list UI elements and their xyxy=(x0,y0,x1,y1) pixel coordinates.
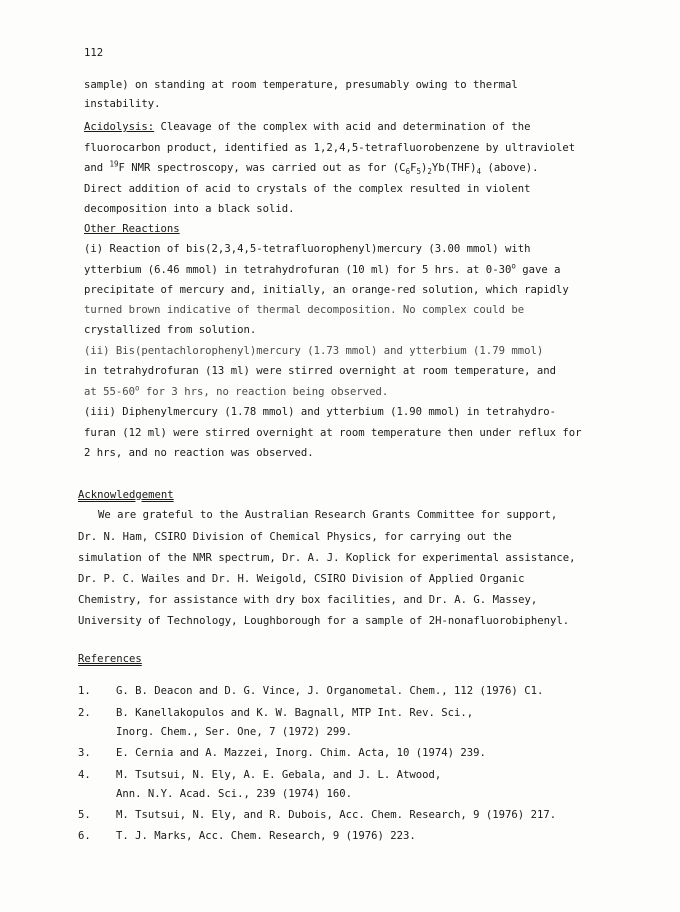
reference-text: B. Kanellakopulos and K. W. Bagnall, MTP Int. Rev. Sci., xyxy=(116,707,474,719)
superscript: o xyxy=(135,383,140,393)
text-span: at 55-60 xyxy=(84,386,136,398)
reference-text: Ann. N.Y. Acad. Sci., 239 (1974) 160. xyxy=(116,788,352,800)
reference-text: G. B. Deacon and D. G. Vince, J. Organometal. Chem., 112 (1976) C1. xyxy=(116,685,544,697)
text-line: furan (12 ml) were stirred overnight at room temperature then under reflux for xyxy=(84,427,582,439)
reference-text: M. Tsutsui, N. Ely, and R. Dubois, Acc. Chem. Research, 9 (1976) 217. xyxy=(116,809,557,821)
ack-line: Dr. P. C. Wailes and Dr. H. Weigold, CSIRO Division of Applied Organic xyxy=(78,573,525,585)
reference-number: 6. xyxy=(78,830,91,842)
text-span: Yb(THF) xyxy=(431,162,477,174)
acidolysis-heading: Acidolysis: xyxy=(84,121,155,133)
text-line xyxy=(84,120,530,134)
text-span: (above). xyxy=(481,162,539,174)
text-line: 2 hrs, and no reaction was observed. xyxy=(84,447,314,459)
text-span: ) xyxy=(420,162,428,174)
reference-number: 2. xyxy=(78,707,91,719)
subscript: 5 xyxy=(416,167,421,177)
text-line: (iii) Diphenylmercury (1.78 mmol) and ytterbium (1.90 mmol) in tetrahydro- xyxy=(84,406,556,418)
page-number: 112 xyxy=(84,47,104,59)
reference-number: 3. xyxy=(78,747,91,759)
subscript: 4 xyxy=(476,167,482,177)
text-span: and xyxy=(84,162,110,174)
text-line xyxy=(84,385,388,399)
text-line xyxy=(84,161,538,175)
reference-text: T. J. Marks, Acc. Chem. Research, 9 (1976) 223. xyxy=(116,830,416,842)
acknowledgement-heading: Acknowledgement xyxy=(78,489,174,501)
reference-text: Inorg. Chem., Ser. One, 7 (1972) 299. xyxy=(116,726,352,738)
reference-number: 1. xyxy=(78,685,91,697)
text-span: Cleavage of the complex with acid and determination of the xyxy=(154,121,531,133)
text-line: in tetrahydrofuran (13 ml) were stirred overnight at room temperature, and xyxy=(84,365,556,377)
text-line xyxy=(84,263,561,277)
text-span: gave a xyxy=(515,264,561,276)
ack-line: We are grateful to the Australian Research Grants Committee for support, xyxy=(98,509,558,521)
other-reactions-heading: Other Reactions xyxy=(84,223,180,235)
references-heading: References xyxy=(78,653,142,665)
text-line: crystallized from solution. xyxy=(84,324,257,336)
reference-number: 5. xyxy=(78,809,91,821)
text-line: precipitate of mercury and, initially, an orange-red solution, which rapidly xyxy=(84,284,569,296)
superscript: o xyxy=(511,261,516,271)
text-line: fluorocarbon product, identified as 1,2,4,5-tetrafluorobenzene by ultraviolet xyxy=(84,142,576,154)
ack-line: University of Technology, Loughborough for a sample of 2H-nonafluorobiphenyl. xyxy=(78,615,570,627)
text-span: F xyxy=(410,162,417,174)
ack-line: simulation of the NMR spectrum, Dr. A. J. Koplick for experimental assistance, xyxy=(78,552,576,564)
superscript: 19 xyxy=(109,159,119,169)
text-line: (i) Reaction of bis(2,3,4,5-tetrafluorophenyl)mercury (3.00 mmol) with xyxy=(84,243,531,255)
text-span: ytterbium (6.46 mmol) in tetrahydrofuran (10 ml) for 5 hrs. at 0-30 xyxy=(84,264,512,276)
subscript: 2 xyxy=(427,167,432,177)
reference-text: E. Cernia and A. Mazzei, Inorg. Chim. Acta, 10 (1974) 239. xyxy=(116,747,486,759)
text-line: Direct addition of acid to crystals of the complex resulted in violent xyxy=(84,183,531,195)
text-line: sample) on standing at room temperature, presumably owing to thermal xyxy=(84,79,518,91)
text-line: decomposition into a black solid. xyxy=(84,203,295,215)
ack-line: Chemistry, for assistance with dry box facilities, and Dr. A. G. Massey, xyxy=(78,594,538,606)
text-line: (ii) Bis(pentachlorophenyl)mercury (1.73 mmol) and ytterbium (1.79 mmol) xyxy=(84,345,544,357)
ack-line: Dr. N. Ham, CSIRO Division of Chemical Physics, for carrying out the xyxy=(78,531,512,543)
text-line: instability. xyxy=(84,98,161,110)
reference-number: 4. xyxy=(78,769,91,781)
subscript: 6 xyxy=(405,167,411,177)
text-line: turned brown indicative of thermal decomposition. No complex could be xyxy=(84,304,525,316)
text-span: F NMR spectroscopy, was carried out as for (C xyxy=(118,162,406,174)
reference-text: M. Tsutsui, N. Ely, A. E. Gebala, and J. L. Atwood, xyxy=(116,769,442,781)
text-span: for 3 hrs, no reaction being observed. xyxy=(139,386,389,398)
